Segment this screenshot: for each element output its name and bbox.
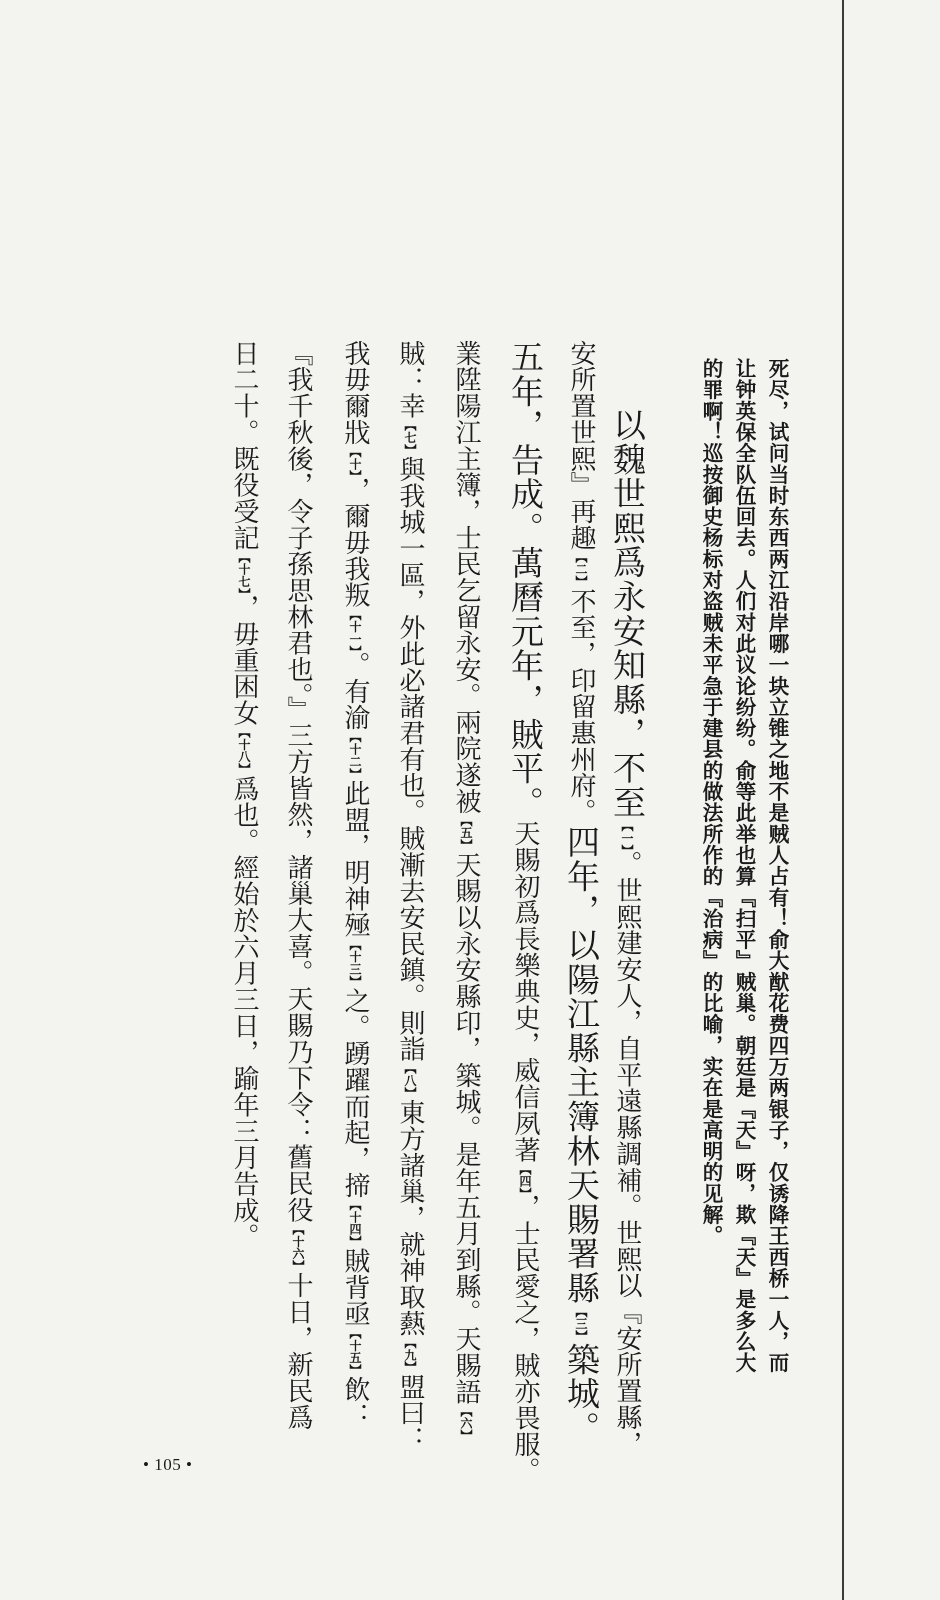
text-run: 盟曰：: [395, 1373, 425, 1453]
commentary-line-1: 死尽，试问当时东西两江沿岸哪一块立锥之地不是贼人占有！俞大猷花费四万两银子，仅诱降王西桥一人，而: [765, 358, 789, 1374]
text-run: 日二十。既役受記: [229, 340, 259, 551]
text-run: 『我千秋後，令子孫思林君也。』三方皆然，諸巢大喜。天賜乃下令：舊民役: [283, 340, 313, 1223]
note-ref-11: 【十一】: [348, 608, 362, 652]
text-run: ，毋重困女: [229, 594, 259, 726]
main-column-3: [502, 340, 549, 1484]
text-run: 賊：幸: [395, 340, 425, 420]
note-ref-15: 【十五】: [348, 1326, 362, 1377]
text-run-large: 五年，告成。萬曆元年，賊平。: [506, 340, 545, 821]
text-run: ，士民愛之，賊亦畏服。: [510, 1193, 540, 1484]
note-ref-12: 【十二】: [348, 730, 362, 781]
text-run: 十日，新民爲: [283, 1272, 313, 1431]
page-edge-rule: [842, 0, 844, 1600]
main-column-5: [392, 340, 429, 1453]
text-run: 與我城一區，外此必諸君有也。賊漸去安民鎮。則詣: [395, 456, 425, 1063]
note-ref-10: 【十】: [348, 445, 362, 477]
text-run: 我毋爾戕: [340, 340, 370, 446]
main-column-6: [337, 340, 374, 1429]
text-run-large: 四年，以陽江縣主簿林天賜署縣: [562, 825, 601, 1306]
main-column-7: [280, 340, 317, 1430]
note-ref-6: 【六】: [459, 1404, 473, 1442]
main-column-1-rest: 。世熙建安人，自平遠縣調補。世熙以『安所置縣，: [612, 850, 642, 1457]
main-column-8: [226, 340, 263, 1250]
commentary-line-3: 的罪啊！巡按御史杨标对盗贼未平急于建县的做法所作的『治病』的比喻，实在是高明的见解。: [699, 358, 723, 1247]
note-ref-8: 【八】: [403, 1062, 417, 1100]
note-ref-18: 【十八】: [237, 725, 251, 776]
commentary-line-2: 让钟英保全队伍回去。人们对此议论纷纷。俞等此举也算『扫平』贼巢。朝廷是『天』呀，欺『天』是多么大: [732, 358, 756, 1374]
note-ref-17: 【十七】: [237, 550, 251, 595]
text-run: 安所置世熙』再趣: [566, 340, 596, 551]
text-run: 天賜以永安縣印，築城。是年五月到縣。天賜語: [451, 851, 481, 1405]
note-ref-5: 【五】: [459, 814, 473, 852]
text-run: 。有渝: [340, 651, 370, 731]
text-run: 業陞陽江主簿，士民乞留永安。兩院遂被: [451, 340, 481, 815]
text-run: 賊背亟: [340, 1247, 370, 1327]
note-ref-7: 【七】: [403, 419, 417, 457]
text-run: 東方諸巢，就神取爇: [395, 1099, 425, 1337]
main-column-4: [448, 340, 485, 1442]
main-column-2: [558, 340, 605, 1445]
note-ref-4: 【四】: [518, 1162, 532, 1194]
entry-heading: 以魏世熙爲永安知縣，不至: [608, 408, 647, 820]
note-ref-13: 【十三】: [348, 938, 362, 988]
text-run: 天賜初爲長樂典史，威信夙著: [510, 820, 540, 1163]
note-ref-9: 【九】: [403, 1336, 417, 1374]
note-ref-1: 【一】: [620, 819, 634, 851]
text-run: 飲：: [340, 1376, 370, 1429]
note-ref-3: 【三】: [574, 1305, 588, 1343]
main-column-1: [604, 408, 651, 1457]
note-ref-16: 【十六】: [291, 1222, 305, 1273]
note-ref-14: 【十四】: [348, 1198, 362, 1248]
text-run: 之。踴躍而起，揥: [340, 987, 370, 1199]
text-run: 此盟，明神殛: [340, 780, 370, 939]
page-number: • 105 •: [143, 1455, 193, 1474]
text-run: 不至，印留惠州府。: [566, 587, 596, 826]
note-ref-2: 【二】: [574, 550, 588, 588]
text-run: 爲也。經始於六月三日，踰年三月告成。: [229, 775, 259, 1250]
text-run-large: 築城。: [562, 1342, 601, 1446]
text-run: ，爾毋我叛: [340, 476, 370, 609]
